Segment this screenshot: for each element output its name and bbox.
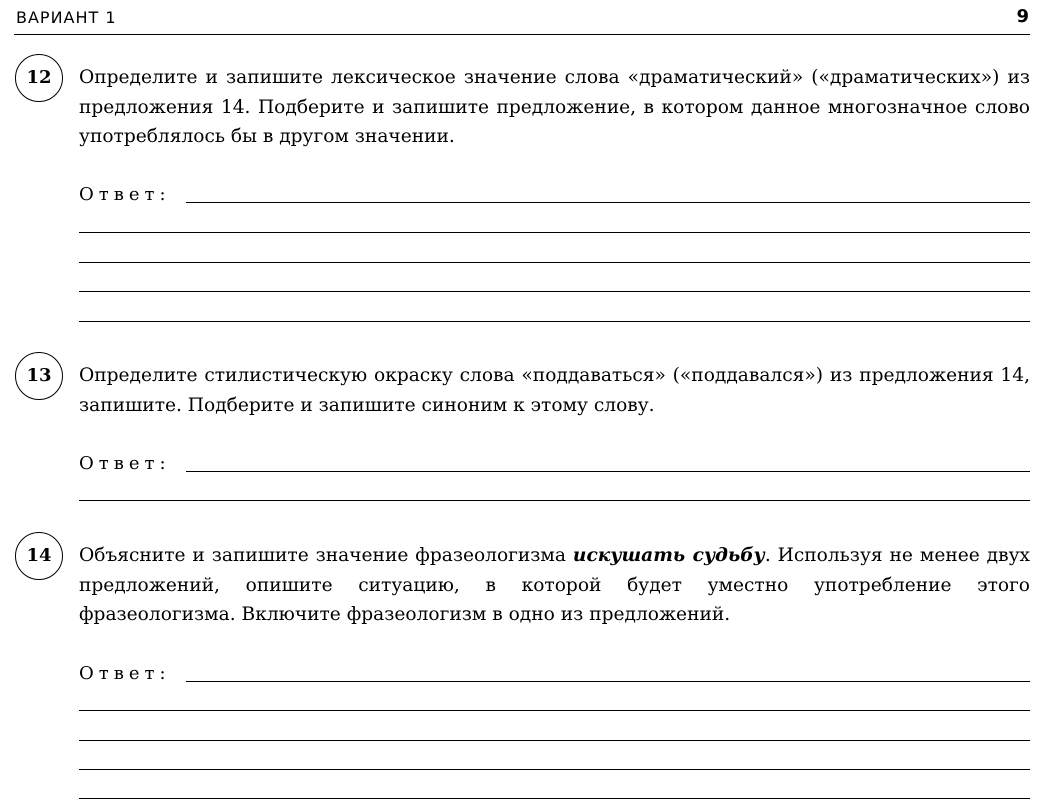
answer-line[interactable] bbox=[79, 769, 1030, 770]
answer-line[interactable] bbox=[186, 202, 1030, 203]
page-number: 9 bbox=[1016, 6, 1029, 27]
task-text: Объясните и запишите значение фразеологизма bbox=[79, 545, 573, 566]
answer-line[interactable] bbox=[79, 798, 1030, 799]
task-question-text bbox=[79, 361, 1030, 420]
answer-line[interactable] bbox=[186, 681, 1030, 682]
answer-line[interactable] bbox=[79, 232, 1030, 233]
task-number-badge: 14 bbox=[15, 532, 63, 580]
answer-label: Ответ: bbox=[79, 453, 171, 474]
task-text: Определите и запишите лексическое значение слова «драматический» («драматических») из предложения 14. Подберите и запишите предложение, в котором данное многозначное слово употреблялось бы в другом значении. bbox=[79, 67, 1030, 147]
answer-line[interactable] bbox=[79, 262, 1030, 263]
task-text: Определите стилистическую окраску слова «поддаваться» («поддавался») из предложения 14, запишите. Подберите и запишите синоним к этому слову. bbox=[79, 365, 1030, 416]
task-question-text bbox=[79, 541, 1030, 630]
answer-line[interactable] bbox=[79, 710, 1030, 711]
answer-label: Ответ: bbox=[79, 663, 171, 684]
phraseologism-emphasis: искушать судьбу bbox=[572, 545, 765, 566]
header-divider bbox=[14, 34, 1030, 35]
answer-line[interactable] bbox=[79, 740, 1030, 741]
answer-label: Ответ: bbox=[79, 184, 171, 205]
task-number-badge: 13 bbox=[15, 352, 63, 400]
answer-line[interactable] bbox=[79, 321, 1030, 322]
answer-line[interactable] bbox=[79, 291, 1030, 292]
variant-label: ВАРИАНТ 1 bbox=[16, 8, 117, 27]
answer-line[interactable] bbox=[79, 500, 1030, 501]
task-number-badge: 12 bbox=[15, 54, 63, 102]
task-question-text bbox=[79, 63, 1030, 152]
answer-line[interactable] bbox=[186, 471, 1030, 472]
task-text-continued: . Используя не менее двух предложений, опишите ситуацию, в которой будет уместно употребление этого фразеологизма. Включите фразеологизм в одно из предложений. bbox=[79, 545, 1030, 625]
